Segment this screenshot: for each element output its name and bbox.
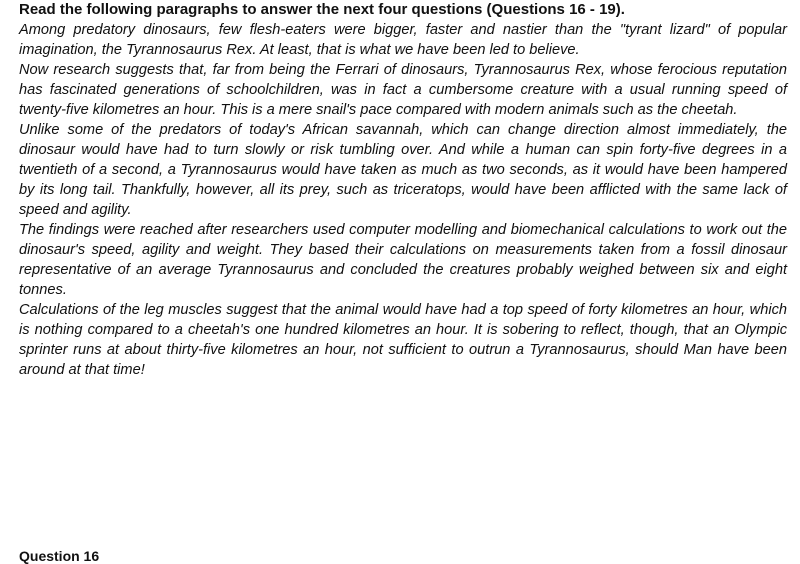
paragraph-2: Now research suggests that, far from being the Ferrari of dinosaurs, Tyrannosaurus Rex, whose ferocious reputation has fascinated generations of schoolchildren, was in fact a cumbersome creature with a usual running speed of twenty-five kilometres an hour. This is a mere snail's pace compared with modern animals such as the cheetah. bbox=[19, 62, 787, 118]
reading-passage bbox=[19, 0, 787, 380]
paragraph-1: Among predatory dinosaurs, few flesh-eaters were bigger, faster and nastier than the "tyrant lizard" of popular imagination, the Tyrannosaurus Rex. At least, that is what we have been led to believe. bbox=[19, 22, 787, 58]
paragraph-5: Calculations of the leg muscles suggest that the animal would have had a top speed of forty kilometres an hour, which is nothing compared to a cheetah's one hundred kilometres an hour. It is sobering to reflect, though, that an Olympic sprinter runs at about thirty-five kilometres an hour, not sufficient to outrun a Tyrannosaurus, should Man have been around at that time! bbox=[19, 302, 787, 378]
paragraph-3: Unlike some of the predators of today's African savannah, which can change direction almost immediately, the dinosaur would have had to turn slowly or risk tumbling over. And while a human can spin forty-five degrees in a twentieth of a second, a Tyrannosaurus would have taken as much as two seconds, as it would have been hampered by its long tail. Thankfully, however, all its prey, such as triceratops, would have been afflicted with the same lack of speed and agility. bbox=[19, 122, 787, 218]
question-label: Question 16 bbox=[19, 548, 100, 564]
paragraph-4: The findings were reached after researchers used computer modelling and biomechanical calculations to work out the dinosaur's speed, agility and weight. They based their calculations on measurements taken from a fossil dinosaur representative of an average Tyrannosaurus and concluded the creatures probably weighed between six and eight tonnes. bbox=[19, 222, 787, 298]
instructions-heading: Read the following paragraphs to answer the next four questions (Questions 16 - 19). bbox=[19, 1, 625, 18]
